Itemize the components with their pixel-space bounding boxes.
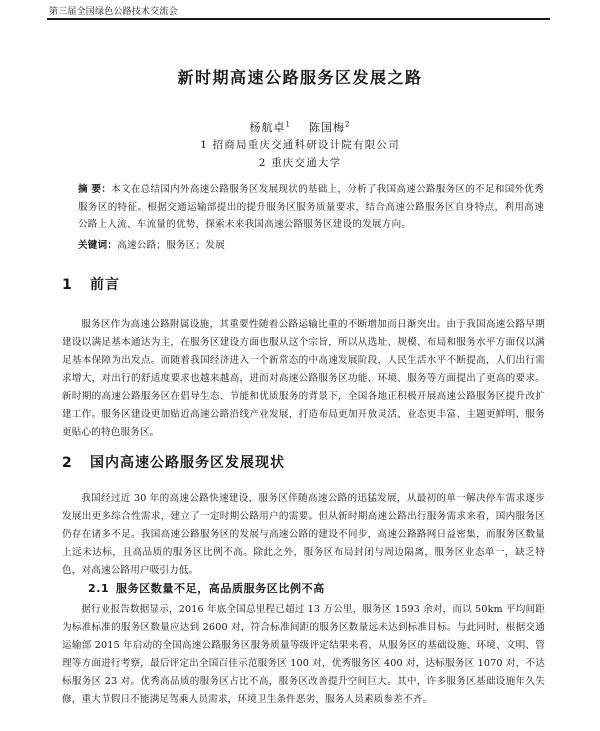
header-rule [47,18,550,20]
section-number: 2 [62,455,73,471]
keywords [78,237,544,254]
section-title: 国内高速公路服务区发展现状 [90,455,285,471]
section-title: 前言 [90,277,120,293]
keywords-label: 关键词： [78,240,118,251]
section-heading [62,274,120,294]
abstract-text: 本文在总结国内外高速公路服务区发展现状的基础上，分析了我国高速公路服务区的不足和国外优秀服务区的特征。根据交通运输部提出的提升服务区服务质量要求，结合高速公路服务区自身特点，利用高速公路上人流、车流量的优势，探索未来我国高速公路服务区建设的发展方向。 [78,184,545,230]
running-header: 第三届全国绿色公路技术交流会 [49,7,178,17]
paper-title: 新时期高速公路服务区发展之路 [177,68,423,87]
author-affiliation-mark: 1 [285,120,291,129]
affiliation-1: 1 招商局重庆交通科研设计院有限公司 [200,139,400,151]
subsection-number: 2.1 [88,582,110,595]
author-name: 杨航卓 [249,121,286,134]
abstract [78,181,544,234]
affiliation-2: 2 重庆交通大学 [258,157,342,169]
author-name: 陈国梅 [309,121,345,134]
author-affiliation-mark: 2 [345,120,351,129]
section-heading [62,452,285,472]
author-line [0,119,600,135]
paragraph: 我国经过近 30 年的高速公路快速建设，服务区伴随高速公路的迅猛发展，从最初的单一解决停车需求逐步发展出更多综合性需求，建立了一定时期公路用户的需要。但从新时期高速公路出行服务需求来看，国内服务区仍存在诸多不足。我国高速公路服务区的发展与高速公路的建设不同步，高速公路路网日益密集，而服务区数量上远未达标，且高品质的服务区比例不高。除此之外，服务区布局封闭与周边隔离，服务区业态单一，缺乏特色，对高速公路用户吸引力低。 [62,493,545,576]
subsection-title: 服务区数量不足，高品质服务区比例不高 [116,582,325,595]
paragraph: 服务区作为高速公路附属设施，其重要性随着公路运输比重的不断增加而日渐突出。由于我国高速公路早期建设以满足基本通达为主，在服务区建设方面也服从这个宗旨，所以从选址、规模、布局和服务水平方面仅以满足基本保障为出发点。而随着我国经济进入一个新常态的中高速发展阶段，人民生活水平不断提高，人们出行需求增大，对出行的舒适度要求也越来越高，进而对高速公路服务区功能、环境、服务等方面提出了更高的要求。新时期的高速公路服务区在倡导生态、节能和优质服务的背景下，全国各地正积极开展高速公路服务区提升改扩建工作。服务区建设更加贴近高速公路沿线产业发展，打造布局更加开放灵活、业态更丰富、主题更鲜明、服务更贴心的特色服务区。 [62,319,545,438]
subsection-heading [88,580,325,596]
paragraph: 据行业报告数据显示，2016 年底全国总里程已超过 13 万公里，服务区 1593 余对，而以 50km 平均间距为标准标准的服务区数量应达到 2600 对，符合标准间距的服务区数量远未达到标准目标。与此同时，根据交通运输部 2015 年启动的全国高速公路服务区服务质量等级评定结果来看，从服务区的基础设施、环境、文明、管理等方面进行考察，最后评定出全国百佳示范服务区 100 对，优秀服务区 400 对，达标服务区 1070 对，不达标服务区 23 对。优秀高品质的服务区占比不高，服务区改善提升空间巨大。其中，许多服务区基础设施年久失修，重大节假日不能满足驾乘人员需求，环境卫生条件恶劣，服务人员素质参差不齐。 [62,604,545,705]
abstract-label: 摘 要： [78,184,112,195]
keywords-text: 高速公路；服务区；发展 [117,240,226,251]
section-number: 1 [62,277,73,293]
